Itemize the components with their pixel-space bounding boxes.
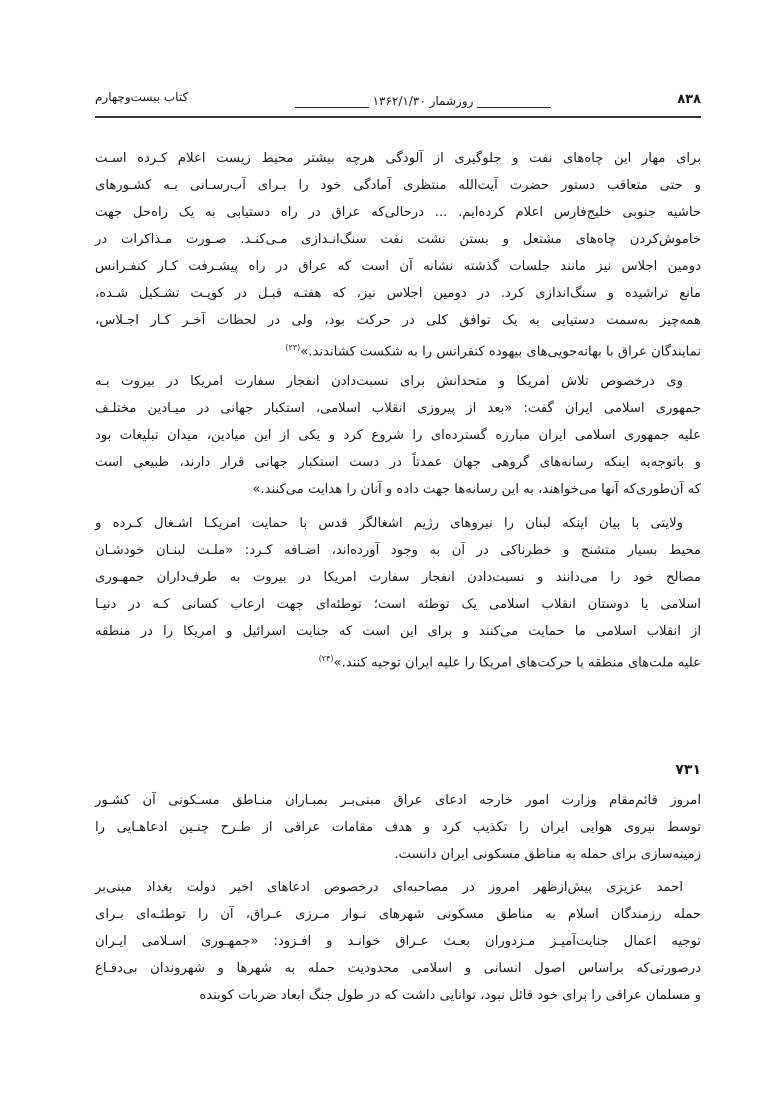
text-line bbox=[95, 841, 701, 868]
header-rule bbox=[95, 116, 701, 118]
text-line bbox=[95, 368, 701, 395]
text-line bbox=[95, 645, 701, 672]
line-text: امروز قائم‌مقام وزارت امور خارجه ادعای عراق مبنی‌بـر بمبـاران منـاطق مسـکونی آن کشـور bbox=[95, 793, 701, 808]
text-line bbox=[95, 476, 701, 503]
line-text: زمینه‌سازی برای حمله به مناطق مسکونی ایران دانست. bbox=[394, 847, 701, 862]
text-line bbox=[95, 307, 701, 334]
line-text: مصالح خود را می‌دانند و نسبت‌دادن انفجار سفارت امریکا در بیروت به طرف‌داران جمهـوری bbox=[95, 570, 701, 585]
line-text: از انقلاب اسلامی ما حمایت می‌کنند و برای این است که جنایت اسرائیل و امریکا را در منطقه bbox=[95, 624, 701, 639]
line-text: علیه جمهوری اسلامی ایران مبارزه گسترده‌ای را شروع کرد و یکی از این میادین، میدان تبلیغات بود bbox=[95, 428, 701, 443]
text-line bbox=[95, 591, 701, 618]
line-text: درصورتی‌که براساس اصول انسانی و اسلامی محدودیت حمله به شهرها و شهروندان بی‌دفـاع bbox=[95, 961, 701, 976]
paragraph bbox=[95, 510, 701, 672]
text-line bbox=[95, 618, 701, 645]
paragraph bbox=[95, 368, 701, 503]
text-line bbox=[95, 145, 701, 172]
footnote-ref[interactable]: (۲۴) bbox=[318, 654, 334, 663]
line-text: خاموش‌کردن چاه‌های مشتعل و بستن نشت نفت سنگ‌انـدازی مـی‌کنـد. صـورت مـذاکرات در bbox=[95, 232, 701, 247]
text-line bbox=[95, 395, 701, 422]
line-text: و حتی متعاقب دستور حضرت آیت‌الله منتظری آمادگی خود را بـرای آب‌رسـانی بـه کشـورهای bbox=[95, 178, 701, 193]
line-text: علیه ملت‌های منطقه یا حرکت‌های امریکا را علیه ایران توجیه کنند.» bbox=[333, 655, 701, 671]
line-text: محیط بسیار متشنج و خطرناکی در آن به وجود آورده‌اند، اضـافه کـرد: «ملـت لبنـان خودشـان bbox=[95, 543, 701, 558]
text-line bbox=[95, 928, 701, 955]
line-text: که آن‌طوری‌که آنها می‌خواهند، به این رسانه‌ها جهت داده و آنان را هدایت می‌کنند.» bbox=[252, 482, 701, 497]
line-text: نمایندگان عراق با بهانه‌جویی‌های بیهوده کنفرانس را به شکست کشاندند.» bbox=[300, 344, 701, 360]
text-line bbox=[95, 537, 701, 564]
page-header bbox=[95, 88, 701, 118]
line-text: همه‌چیز به‌سمت دستیابی به یک توافق کلی در حرکت بود، ولی در لحظات آخـر کـار اجـلاس، bbox=[95, 313, 701, 328]
line-text: مانع تراشیده و سنگ‌اندازی کرد. در دومین اجلاس نیز، که هفتـه قبـل در کویـت تشـکیل شـده، bbox=[95, 286, 701, 301]
paragraph-block-1 bbox=[95, 145, 701, 672]
line-text: جمهوری اسلامی ایران گفت: «بعد از پیروزی انقلاب اسلامی، استکبار جهانی در میـادین مختلـف bbox=[95, 401, 701, 416]
text-line bbox=[95, 982, 701, 1009]
line-text: توسط نیروی هوایی ایران را تکذیب کرد و هدف مقامات عراقی از طـرح چنـین ادعاهـایی را bbox=[95, 820, 701, 835]
text-line bbox=[95, 280, 701, 307]
line-text: حمله رزمندگان اسلام به مناطق مسکونی شهرهای نـوار مـرزی عـراق، آن را توطئـه‌ای بـرای bbox=[95, 907, 701, 922]
running-rule-left bbox=[295, 95, 369, 108]
page-number: ۸۳۸ bbox=[677, 92, 701, 107]
line-text: حاشیه جنوبی خلیج‌فارس اعلام کرده‌ایم. ... درحالی‌که عراق در راه دستیابی به یک راه‌حل جهت bbox=[95, 205, 701, 220]
paragraph bbox=[95, 874, 701, 1009]
book-title: کتاب بیست‌وچهارم bbox=[95, 90, 189, 104]
paragraph bbox=[95, 787, 701, 868]
text-line bbox=[95, 253, 701, 280]
text-line bbox=[95, 874, 701, 901]
text-line bbox=[95, 422, 701, 449]
line-text: و مسلمان عراقی را برای خود قائل نبود، توانایی داشت که در طول جنگ ابعاد ضربات کوبنده bbox=[199, 988, 701, 1003]
running-title bbox=[295, 94, 551, 108]
footnote-ref[interactable]: (۲۳) bbox=[285, 343, 301, 352]
text-line bbox=[95, 787, 701, 814]
line-text: وی درخصوص تلاش امریکا و متحدانش برای نسبت‌دادن انفجار سفارت امریکا در بیروت بـه bbox=[95, 374, 683, 389]
text-line bbox=[95, 955, 701, 982]
text-line bbox=[95, 172, 701, 199]
line-text: توجیه اعمال جنایت‌آمیـز مـزدوران بعـث عـراق خوانـد و افـزود: «جمهـوری اسـلامی ایـران bbox=[95, 934, 701, 949]
line-text: احمد عزیزی پیش‌ازظهر امروز در مصاحبه‌ای درخصوص ادعاهای اخیر دولت بغداد مبنی‌بر bbox=[95, 880, 683, 895]
text-line bbox=[95, 449, 701, 476]
text-line bbox=[95, 814, 701, 841]
line-text: ولایتی با بیان اینکه لبنان را نیروهای رژیم اشغالگر قدس با حمایت امریکـا اشـغال کـرده و bbox=[95, 516, 683, 531]
line-text: دومین اجلاس نیز مانند جلسات گذشته نشانه آن است که عراق در راه پیشـرفت کـار کنفـرانس bbox=[95, 259, 701, 274]
text-line bbox=[95, 564, 701, 591]
text-line bbox=[95, 199, 701, 226]
running-rule-right bbox=[477, 95, 551, 108]
line-text: برای مهار این چاه‌های نفت و جلوگیری از آلودگی هرچه بیشتر محیط زیست اعلام کـرده اسـت bbox=[95, 151, 701, 166]
line-text: اسلامی یا دوستان انقلاب اسلامی یک توطئه است؛ توطئه‌ای جهت ارعاب کسانی کـه در دنیـا bbox=[95, 597, 701, 612]
text-line bbox=[95, 334, 701, 361]
paragraph bbox=[95, 145, 701, 361]
running-title-text: روزشمار ۱۳۶۲/۱/۳۰ bbox=[372, 94, 474, 108]
section-number: ۷۳۱ bbox=[675, 762, 701, 778]
paragraph-block-2 bbox=[95, 787, 701, 1009]
line-text: و باتوجه‌به اینکه رسانه‌های گروهی جهان عمدتاً در دست استکبار جهانی قرار دارند، طبیعی است bbox=[95, 455, 701, 470]
text-line bbox=[95, 226, 701, 253]
text-line bbox=[95, 901, 701, 928]
text-line bbox=[95, 510, 701, 537]
